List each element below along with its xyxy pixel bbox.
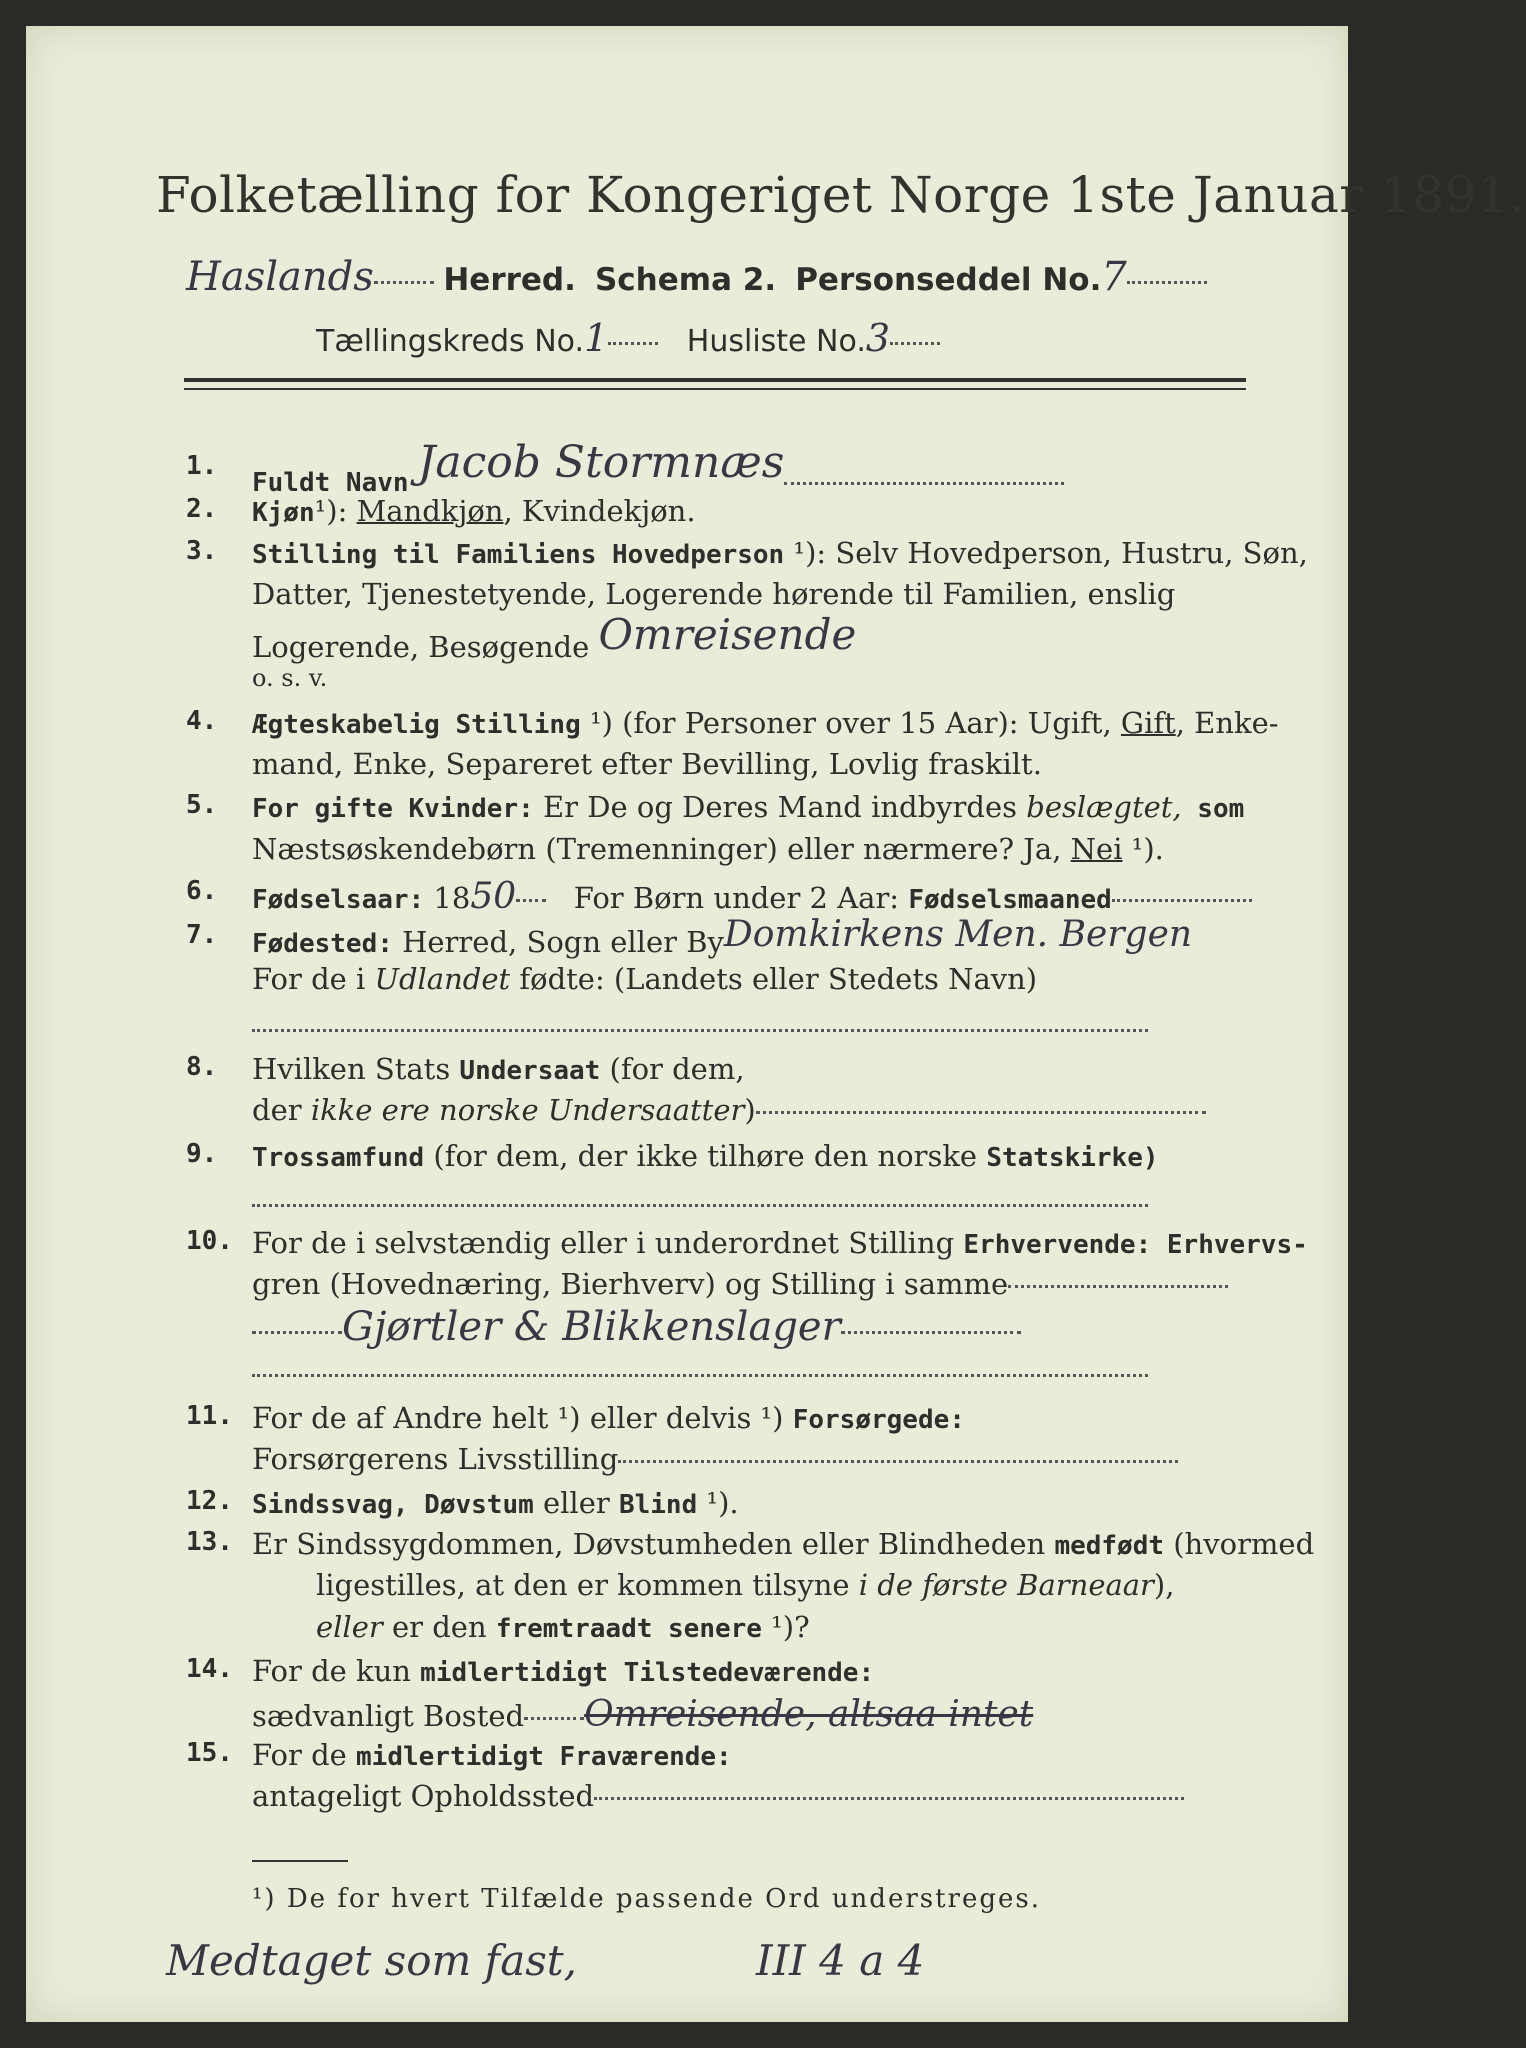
field-number: 1. [186,451,218,481]
field-text: ¹): Selv Hovedperson, Hustru, Søn, [784,536,1308,570]
dotted-leader [374,281,434,284]
field-label: Trossamfund [252,1143,425,1173]
dotted-leader [784,482,1064,485]
selected-option: Nei [1070,832,1123,866]
field-label: Sindssvag, Døvstum [252,1490,534,1520]
field-text: Forsørgerens Livsstilling [252,1442,619,1476]
field-text: som [1181,794,1245,824]
field-text: ) [744,1093,756,1127]
field-5-line2 [252,832,1164,866]
field-text: ¹). [697,1486,739,1520]
field-text: Næstsøskendebørn (Tremenninger) eller nærmere? Ja, [252,832,1071,866]
field-11-line2 [252,1442,1178,1476]
year-prefix: 18 [424,881,471,915]
dotted-leader [1008,1285,1228,1288]
dotted-leader [841,1331,1021,1334]
field-text: Herred, Sogn eller By [392,925,724,959]
field-text: ¹): [314,494,357,528]
dotted-leader [252,1029,1148,1032]
bottom-note-right: III 4 a 4 [756,1936,925,1985]
field-label: Fødselsmaaned [908,885,1112,915]
field-10-line4 [252,1356,1148,1390]
field-text: ¹). [1122,832,1164,866]
dotted-leader [594,1797,1184,1800]
field-number: 6. [186,876,218,906]
dotted-leader [252,1374,1148,1377]
field-text: (hvormed [1164,1527,1315,1561]
field-text: Er Sindssygdommen, Døvstumheden eller Blindheden [252,1527,1055,1561]
field-number: 2. [186,494,218,524]
field-text: fødte: (Landets eller Stedets Navn) [510,962,1038,996]
dotted-leader [252,1204,1148,1207]
header-line-herred [186,254,1207,300]
field-text: ), [1153,1568,1175,1602]
field-text-italic: eller [316,1610,383,1644]
dotted-leader [618,1460,1178,1463]
dotted-leader [1127,281,1207,284]
field-number: 11. [186,1401,233,1431]
field-label: Erhvervende: Erhvervs- [963,1230,1308,1260]
field-text: ¹)? [761,1610,810,1644]
field-15-line2 [252,1779,1184,1813]
footnote: ¹) De for hvert Tilfælde passende Ord understreges. [252,1884,1042,1914]
header-rule [184,378,1246,382]
tellingskreds-value: 1 [584,316,609,360]
field-text: Logerende, Besøgende [252,630,590,664]
census-sheet [26,26,1526,2022]
field-label: midlertidigt Fraværende: [356,1742,732,1772]
field-label: Ægteskabelig Stilling [252,710,581,740]
dotted-leader [890,342,940,345]
field-number: 8. [186,1052,218,1082]
dotted-leader [756,1111,1206,1114]
field-text: Er De og Deres Mand indbyrdes [533,790,1027,824]
field-number: 13. [186,1527,233,1557]
occupation-value: Gjørtler & Blikkenslager [342,1304,841,1350]
full-name-value: Jacob Stormnæs [417,437,785,488]
field-text: For de kun [252,1654,421,1688]
field-text: eller [533,1486,619,1520]
schema-label: Schema 2. [594,262,777,298]
field-7-line2 [252,962,1037,996]
field-number: 3. [186,536,218,566]
residence-value: Omreisende, altsaa intet [584,1694,1034,1735]
field-text: (for dem, der ikke tilhøre den norske [424,1139,987,1173]
form-title: Folketælling for Kongeriget Norge 1ste Januar 1891. [156,166,1526,224]
dotted-leader [252,1331,342,1334]
field-label: Kjøn [252,498,315,528]
field-text: , Enke- [1175,706,1279,740]
field-text-italic: beslægtet, [1026,790,1182,824]
field-text: sædvanligt Bosted [252,1699,525,1733]
field-3-line3 [252,610,857,667]
field-text: gren (Hovednæring, Bierhverv) og Stilling i samme [252,1267,1009,1301]
field-label: Statskirke) [986,1143,1159,1173]
personseddel-label: Personseddel No. [795,262,1102,298]
field-number: 10. [186,1226,233,1256]
field-number: 4. [186,706,218,736]
field-10-line2 [252,1267,1228,1301]
field-label: medfødt [1054,1531,1165,1561]
field-text: For de [252,1738,357,1772]
field-text: er den [382,1610,496,1644]
herred-value: Haslands [186,254,374,300]
field-10-line3 [252,1304,1021,1350]
selected-option: Gift [1120,706,1176,740]
field-text: , Kvindekjøn. [503,494,696,528]
field-text: For Børn under 2 Aar: [573,881,909,915]
field-label: Forsørgede: [792,1405,965,1435]
field-text: For de i selvstændig eller i underordnet Stilling [252,1226,964,1260]
bottom-note-left: Medtaget som fast, [166,1936,578,1985]
field-7-line3 [252,1011,1148,1045]
field-label: Stilling til Familiens Hovedperson [252,540,785,570]
field-text: der [252,1093,311,1127]
field-3-line4: o. s. v. [252,664,328,692]
field-number: 7. [186,920,218,950]
field-number: 9. [186,1139,218,1169]
selected-option: Mandkjøn [356,494,504,528]
field-text-italic: i de første Barneaar [858,1568,1154,1602]
field-text: For de af Andre helt ¹) eller delvis ¹) [252,1401,793,1435]
dotted-leader [516,899,546,902]
field-8-line2 [252,1093,1206,1127]
field-text: Hvilken Stats [252,1052,460,1086]
dotted-leader [1112,899,1252,902]
field-14-line2 [252,1694,1033,1735]
tellingskreds-label: Tællingskreds No. [316,324,584,359]
field-label: midlertidigt Tilstedeværende: [420,1658,875,1688]
field-text: ¹) (for Personer over 15 Aar): Ugift, [580,706,1121,740]
header-line-kreds [316,316,940,360]
stilling-value: Omreisende [598,610,857,659]
field-9-line2 [252,1186,1148,1220]
birth-year-value: 50 [470,876,517,917]
field-label: Blind [618,1490,698,1520]
field-text: (for dem, [600,1052,745,1086]
field-13-line2 [316,1568,1174,1602]
field-4-line2: mand, Enke, Separeret efter Bevilling, Lovlig fraskilt. [252,747,1042,781]
dotted-leader [524,1717,584,1720]
field-label: fremtraadt senere [495,1614,762,1644]
field-text-italic: Udlandet [374,962,511,996]
field-label: For gifte Kvinder: [252,794,534,824]
footnote-rule [252,1860,348,1862]
field-number: 15. [186,1738,233,1768]
field-text: antageligt Opholdssted [252,1779,595,1813]
field-number: 12. [186,1486,233,1516]
header-rule-thin [184,388,1246,390]
husliste-label: Husliste No. [686,324,866,359]
field-label: Undersaat [459,1056,601,1086]
field-3-line2: Datter, Tjenestetyende, Logerende hørende til Familien, enslig [252,577,1176,611]
field-number: 14. [186,1654,233,1684]
field-text: ligestilles, at den er kommen tilsyne [316,1568,859,1602]
field-label: Fødested: [252,929,393,959]
husliste-value: 3 [865,316,891,360]
field-label: Fuldt Navn [252,468,409,498]
birthplace-value: Domkirkens Men. Bergen [723,914,1193,955]
dotted-leader [608,342,658,345]
field-13-line3 [316,1610,810,1644]
herred-label: Herred. [443,262,576,298]
field-label: Fødselsaar: [252,885,425,915]
field-text-italic: ikke ere norske Undersaatter [310,1093,745,1127]
field-number: 5. [186,790,218,820]
field-text: For de i [252,962,375,996]
personseddel-value: 7 [1101,254,1127,300]
